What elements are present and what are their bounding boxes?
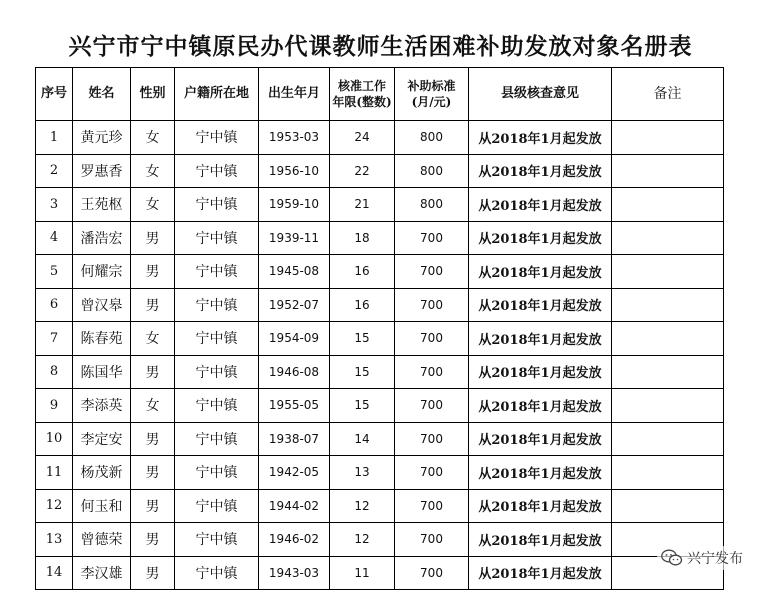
cell-remark xyxy=(612,489,724,523)
table-row xyxy=(36,389,724,423)
cell-name: 何玉和 xyxy=(73,489,131,523)
cell-seq: 9 xyxy=(36,389,73,423)
cell-name: 李添英 xyxy=(73,389,131,423)
cell-years: 15 xyxy=(330,389,395,423)
cell-subsidy: 700 xyxy=(395,355,469,389)
cell-subsidy: 700 xyxy=(395,556,469,590)
cell-birth: 1938-07 xyxy=(259,422,330,456)
cell-opinion: 从2018年1月起发放 xyxy=(469,154,612,188)
cell-location: 宁中镇 xyxy=(175,489,259,523)
header-gender: 性别 xyxy=(131,68,175,121)
cell-name: 李汉雄 xyxy=(73,556,131,590)
table-row xyxy=(36,523,724,557)
cell-years: 22 xyxy=(330,154,395,188)
cell-opinion: 从2018年1月起发放 xyxy=(469,489,612,523)
page-title: 兴宁市宁中镇原民办代课教师生活困难补助发放对象名册表 xyxy=(68,33,693,60)
cell-years: 14 xyxy=(330,422,395,456)
cell-subsidy: 700 xyxy=(395,389,469,423)
cell-name: 陈国华 xyxy=(73,355,131,389)
watermark xyxy=(657,546,747,570)
cell-gender: 男 xyxy=(131,489,175,523)
cell-remark xyxy=(612,188,724,222)
cell-seq: 10 xyxy=(36,422,73,456)
cell-name: 李定安 xyxy=(73,422,131,456)
cell-location: 宁中镇 xyxy=(175,355,259,389)
cell-years: 13 xyxy=(330,456,395,490)
table-row xyxy=(36,255,724,289)
cell-location: 宁中镇 xyxy=(175,322,259,356)
header-name: 姓名 xyxy=(73,68,131,121)
cell-seq: 6 xyxy=(36,288,73,322)
table-row xyxy=(36,489,724,523)
cell-subsidy: 700 xyxy=(395,288,469,322)
cell-subsidy: 700 xyxy=(395,523,469,557)
cell-remark xyxy=(612,355,724,389)
cell-location: 宁中镇 xyxy=(175,523,259,557)
cell-location: 宁中镇 xyxy=(175,188,259,222)
cell-subsidy: 700 xyxy=(395,489,469,523)
header-subsidy-line1: 补助标准 xyxy=(407,79,456,93)
cell-birth: 1939-11 xyxy=(259,221,330,255)
cell-remark xyxy=(612,456,724,490)
cell-birth: 1952-07 xyxy=(259,288,330,322)
table-row xyxy=(36,188,724,222)
cell-birth: 1959-10 xyxy=(259,188,330,222)
cell-location: 宁中镇 xyxy=(175,121,259,155)
cell-years: 11 xyxy=(330,556,395,590)
table-row xyxy=(36,288,724,322)
cell-gender: 男 xyxy=(131,556,175,590)
header-birth: 出生年月 xyxy=(259,68,330,121)
cell-location: 宁中镇 xyxy=(175,556,259,590)
cell-subsidy: 700 xyxy=(395,456,469,490)
table-row xyxy=(36,322,724,356)
cell-name: 陈春苑 xyxy=(73,322,131,356)
cell-subsidy: 800 xyxy=(395,154,469,188)
header-remark: 备注 xyxy=(612,68,724,121)
cell-remark xyxy=(612,154,724,188)
cell-years: 18 xyxy=(330,221,395,255)
cell-subsidy: 700 xyxy=(395,422,469,456)
cell-gender: 男 xyxy=(131,221,175,255)
cell-gender: 女 xyxy=(131,389,175,423)
cell-birth: 1945-08 xyxy=(259,255,330,289)
cell-name: 何耀宗 xyxy=(73,255,131,289)
table-row xyxy=(36,456,724,490)
cell-years: 12 xyxy=(330,489,395,523)
cell-seq: 4 xyxy=(36,221,73,255)
cell-opinion: 从2018年1月起发放 xyxy=(469,255,612,289)
table-row xyxy=(36,355,724,389)
cell-name: 黄元珍 xyxy=(73,121,131,155)
table-row xyxy=(36,154,724,188)
cell-name: 潘浩宏 xyxy=(73,221,131,255)
cell-location: 宁中镇 xyxy=(175,456,259,490)
header-opinion: 县级核查意见 xyxy=(469,68,612,121)
cell-birth: 1944-02 xyxy=(259,489,330,523)
cell-remark xyxy=(612,389,724,423)
table-row xyxy=(36,221,724,255)
header-subsidy-line2: (月/元) xyxy=(411,95,452,109)
cell-opinion: 从2018年1月起发放 xyxy=(469,389,612,423)
cell-years: 16 xyxy=(330,255,395,289)
cell-birth: 1954-09 xyxy=(259,322,330,356)
cell-subsidy: 700 xyxy=(395,322,469,356)
cell-seq: 11 xyxy=(36,456,73,490)
cell-seq: 1 xyxy=(36,121,73,155)
cell-opinion: 从2018年1月起发放 xyxy=(469,456,612,490)
cell-opinion: 从2018年1月起发放 xyxy=(469,556,612,590)
cell-remark xyxy=(612,322,724,356)
cell-opinion: 从2018年1月起发放 xyxy=(469,523,612,557)
cell-opinion: 从2018年1月起发放 xyxy=(469,221,612,255)
cell-gender: 女 xyxy=(131,154,175,188)
cell-remark xyxy=(612,221,724,255)
cell-years: 12 xyxy=(330,523,395,557)
header-location: 户籍所在地 xyxy=(175,68,259,121)
cell-seq: 13 xyxy=(36,523,73,557)
cell-location: 宁中镇 xyxy=(175,221,259,255)
cell-birth: 1956-10 xyxy=(259,154,330,188)
cell-gender: 男 xyxy=(131,255,175,289)
cell-opinion: 从2018年1月起发放 xyxy=(469,355,612,389)
cell-remark xyxy=(612,422,724,456)
cell-gender: 男 xyxy=(131,523,175,557)
cell-birth: 1946-08 xyxy=(259,355,330,389)
watermark-text: 兴宁发布 xyxy=(687,551,743,567)
cell-years: 24 xyxy=(330,121,395,155)
cell-subsidy: 800 xyxy=(395,121,469,155)
cell-location: 宁中镇 xyxy=(175,389,259,423)
cell-name: 杨茂新 xyxy=(73,456,131,490)
cell-gender: 男 xyxy=(131,456,175,490)
cell-years: 15 xyxy=(330,322,395,356)
header-row xyxy=(36,68,724,121)
cell-seq: 2 xyxy=(36,154,73,188)
cell-years: 15 xyxy=(330,355,395,389)
cell-seq: 7 xyxy=(36,322,73,356)
header-subsidy xyxy=(395,68,469,121)
cell-gender: 男 xyxy=(131,422,175,456)
table-row xyxy=(36,121,724,155)
cell-seq: 12 xyxy=(36,489,73,523)
cell-gender: 女 xyxy=(131,322,175,356)
cell-opinion: 从2018年1月起发放 xyxy=(469,288,612,322)
header-seq: 序号 xyxy=(36,68,73,121)
cell-years: 21 xyxy=(330,188,395,222)
cell-subsidy: 700 xyxy=(395,255,469,289)
cell-opinion: 从2018年1月起发放 xyxy=(469,322,612,356)
cell-seq: 5 xyxy=(36,255,73,289)
cell-birth: 1953-03 xyxy=(259,121,330,155)
cell-seq: 14 xyxy=(36,556,73,590)
cell-location: 宁中镇 xyxy=(175,422,259,456)
cell-birth: 1946-02 xyxy=(259,523,330,557)
cell-remark xyxy=(612,288,724,322)
cell-name: 曾汉皋 xyxy=(73,288,131,322)
cell-seq: 3 xyxy=(36,188,73,222)
cell-gender: 女 xyxy=(131,121,175,155)
cell-location: 宁中镇 xyxy=(175,255,259,289)
cell-gender: 男 xyxy=(131,355,175,389)
roster-table xyxy=(35,67,724,590)
cell-location: 宁中镇 xyxy=(175,288,259,322)
table-row xyxy=(36,556,724,590)
cell-name: 王苑枢 xyxy=(73,188,131,222)
cell-seq: 8 xyxy=(36,355,73,389)
cell-birth: 1943-03 xyxy=(259,556,330,590)
cell-gender: 男 xyxy=(131,288,175,322)
cell-years: 16 xyxy=(330,288,395,322)
header-years xyxy=(330,68,395,121)
cell-name: 曾德荣 xyxy=(73,523,131,557)
cell-gender: 女 xyxy=(131,188,175,222)
cell-remark xyxy=(612,255,724,289)
cell-remark xyxy=(612,121,724,155)
header-years-line1: 核准工作 xyxy=(337,79,386,93)
cell-opinion: 从2018年1月起发放 xyxy=(469,422,612,456)
cell-subsidy: 800 xyxy=(395,188,469,222)
wechat-icon xyxy=(661,549,683,567)
cell-birth: 1942-05 xyxy=(259,456,330,490)
header-years-line2: 年限(整数) xyxy=(332,95,392,109)
cell-birth: 1955-05 xyxy=(259,389,330,423)
table-row xyxy=(36,422,724,456)
cell-subsidy: 700 xyxy=(395,221,469,255)
cell-opinion: 从2018年1月起发放 xyxy=(469,121,612,155)
cell-name: 罗惠香 xyxy=(73,154,131,188)
cell-location: 宁中镇 xyxy=(175,154,259,188)
cell-opinion: 从2018年1月起发放 xyxy=(469,188,612,222)
